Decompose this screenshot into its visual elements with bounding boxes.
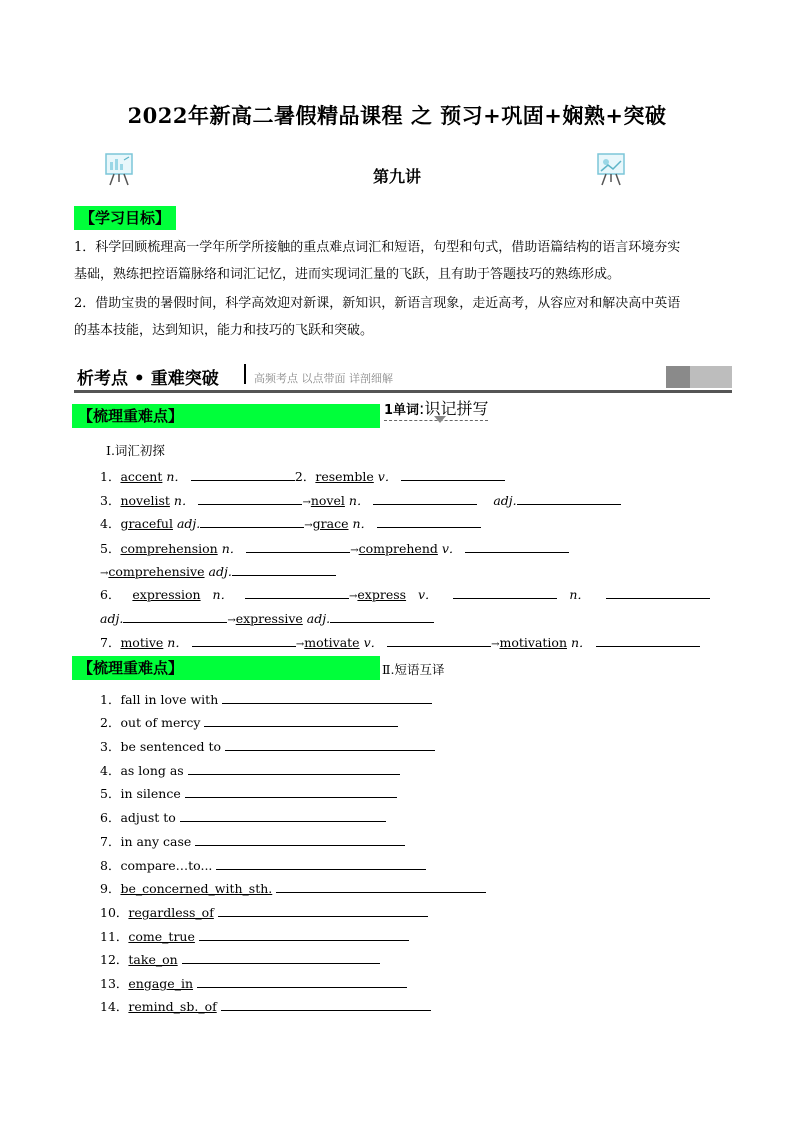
section-separator [244, 364, 246, 384]
phrase-number: 6． [100, 810, 121, 825]
answer-blank[interactable] [182, 949, 380, 964]
phrase-text: regardless_of [128, 905, 214, 920]
vocab-row-3: 3．novelist n． →novel n． adj. [100, 490, 621, 513]
answer-blank[interactable] [232, 561, 336, 576]
phrase-text: as long as [120, 763, 184, 778]
vocab-row-1: 1．accent n． 2．resemble v． [100, 466, 505, 487]
answer-blank[interactable] [180, 807, 386, 822]
review-tag: 【梳理重难点】 [72, 404, 380, 428]
phrase-number: 9． [100, 881, 121, 896]
phrase-text: adjust to [120, 810, 176, 825]
arrow-right-icon: → [491, 639, 500, 650]
review-tag: 【梳理重难点】 [72, 656, 380, 680]
phrase-item [100, 949, 380, 970]
phrase-text: be sentenced to [120, 739, 222, 754]
objective-paragraph-2: 2．借助宝贵的暑假时间，科学高效迎对新课，新知识，新语言现象，走近高考，从容应对和解决高中英语 的基本技能，达到知识，能力和技巧的飞跃和突破。 [74, 296, 681, 338]
phrase-item [100, 760, 400, 781]
triangle-down-icon [434, 416, 446, 423]
section-subtitle: 高频考点 以点带面 详剖细解 [254, 372, 393, 385]
vocab-heading: Ⅰ.词汇初探 [106, 443, 165, 458]
phrase-number: 14． [100, 999, 129, 1014]
vocab-row-6b: adj. →expressive adj. [100, 608, 434, 631]
phrase-text: in silence [120, 786, 181, 801]
vocab-row-6: 6． expression n． →express v． n． [100, 584, 710, 607]
phrase-item [100, 831, 405, 852]
answer-blank[interactable] [188, 760, 400, 775]
vocab-row-4: 4．graceful adj. →grace n． [100, 513, 481, 536]
answer-blank[interactable] [246, 538, 350, 553]
phrase-item [100, 736, 435, 757]
arrow-right-icon: → [100, 568, 109, 579]
phrase-number: 11． [100, 929, 129, 944]
arrow-right-icon: → [349, 591, 358, 602]
phrase-number: 13． [100, 976, 129, 991]
phrase-number: 2． [100, 715, 121, 730]
vocab-row-7: 7．motive n． →motivate v． →motivation n． [100, 632, 700, 655]
phrase-text: remind_sb._of [128, 999, 217, 1014]
answer-blank[interactable] [185, 783, 397, 798]
word-section-label: 1单词:识记拼写 [384, 396, 488, 421]
phrase-item [100, 878, 486, 899]
phrase-number: 10． [100, 905, 129, 920]
answer-blank[interactable] [330, 608, 434, 623]
answer-blank[interactable] [245, 584, 349, 599]
phrase-item [100, 689, 432, 710]
phrase-item [100, 973, 407, 994]
answer-blank[interactable] [123, 608, 227, 623]
answer-blank[interactable] [387, 632, 491, 647]
answer-blank[interactable] [276, 878, 486, 893]
phrase-text: come_true [128, 929, 195, 944]
phrase-item [100, 783, 397, 804]
answer-blank[interactable] [453, 584, 557, 599]
answer-blank[interactable] [221, 996, 431, 1011]
arrow-right-icon: → [302, 497, 311, 508]
answer-blank[interactable] [465, 538, 569, 553]
phrase-text: engage_in [128, 976, 194, 991]
answer-blank[interactable] [198, 490, 302, 505]
phrase-item [100, 902, 428, 923]
phrase-number: 5． [100, 786, 121, 801]
answer-blank[interactable] [606, 584, 710, 599]
phrase-text: out of mercy [120, 715, 201, 730]
phrase-number: 3． [100, 739, 121, 754]
answer-blank[interactable] [517, 490, 621, 505]
lecture-number: 第九讲 [372, 167, 421, 186]
answer-blank[interactable] [377, 513, 481, 528]
phrase-number: 1． [100, 692, 121, 707]
vocab-row-5b: →comprehensive adj. [100, 561, 336, 584]
phrase-text: in any case [120, 834, 192, 849]
phrase-heading: Ⅱ.短语互译 [382, 662, 445, 677]
phrase-text: be_concerned_with_sth. [120, 881, 273, 896]
arrow-right-icon: → [304, 520, 313, 531]
answer-blank[interactable] [218, 902, 428, 917]
answer-blank[interactable] [204, 712, 398, 727]
answer-blank[interactable] [373, 490, 477, 505]
answer-blank[interactable] [222, 689, 432, 704]
objective-paragraph-1: 1．科学回顾梳理高一学年所学所接触的重点难点词汇和短语，句型和句式，借助语篇结构的语言环境夯实 基础，熟练把控语篇脉络和词汇记忆，进而实现词汇量的飞跃，且有助于答题技巧的熟练形成。 [74, 240, 681, 282]
answer-blank[interactable] [191, 466, 295, 481]
arrow-right-icon: → [295, 639, 305, 650]
page-title: 2022年新高二暑假精品课程 之 预习+巩固+娴熟+突破 [127, 103, 667, 128]
answer-blank[interactable] [199, 926, 409, 941]
phrase-item [100, 807, 386, 828]
answer-blank[interactable] [200, 513, 304, 528]
answer-blank[interactable] [225, 736, 435, 751]
phrase-number: 8． [100, 858, 121, 873]
phrase-number: 4． [100, 763, 121, 778]
phrase-text: take_on [128, 952, 178, 967]
vocab-row-5: 5．comprehension n． →comprehend v． [100, 538, 569, 561]
phrase-item [100, 712, 398, 733]
objectives-tag: 【学习目标】 [74, 206, 176, 230]
phrase-text: compare…to... [120, 858, 213, 873]
phrase-number: 7． [100, 834, 121, 849]
phrase-item [100, 855, 426, 876]
answer-blank[interactable] [195, 831, 405, 846]
phrase-item [100, 926, 409, 947]
answer-blank[interactable] [596, 632, 700, 647]
phrase-item [100, 996, 431, 1017]
decor-block [666, 366, 690, 388]
phrase-number: 12． [100, 952, 129, 967]
decor-block [690, 366, 732, 388]
section-title: 析考点 • 重难突破 [77, 369, 219, 389]
answer-blank[interactable] [192, 632, 296, 647]
arrow-right-icon: → [227, 615, 236, 626]
arrow-right-icon: → [350, 545, 359, 556]
answer-blank[interactable] [197, 973, 407, 988]
answer-blank[interactable] [216, 855, 426, 870]
phrase-text: fall in love with [120, 692, 219, 707]
answer-blank[interactable] [401, 466, 505, 481]
